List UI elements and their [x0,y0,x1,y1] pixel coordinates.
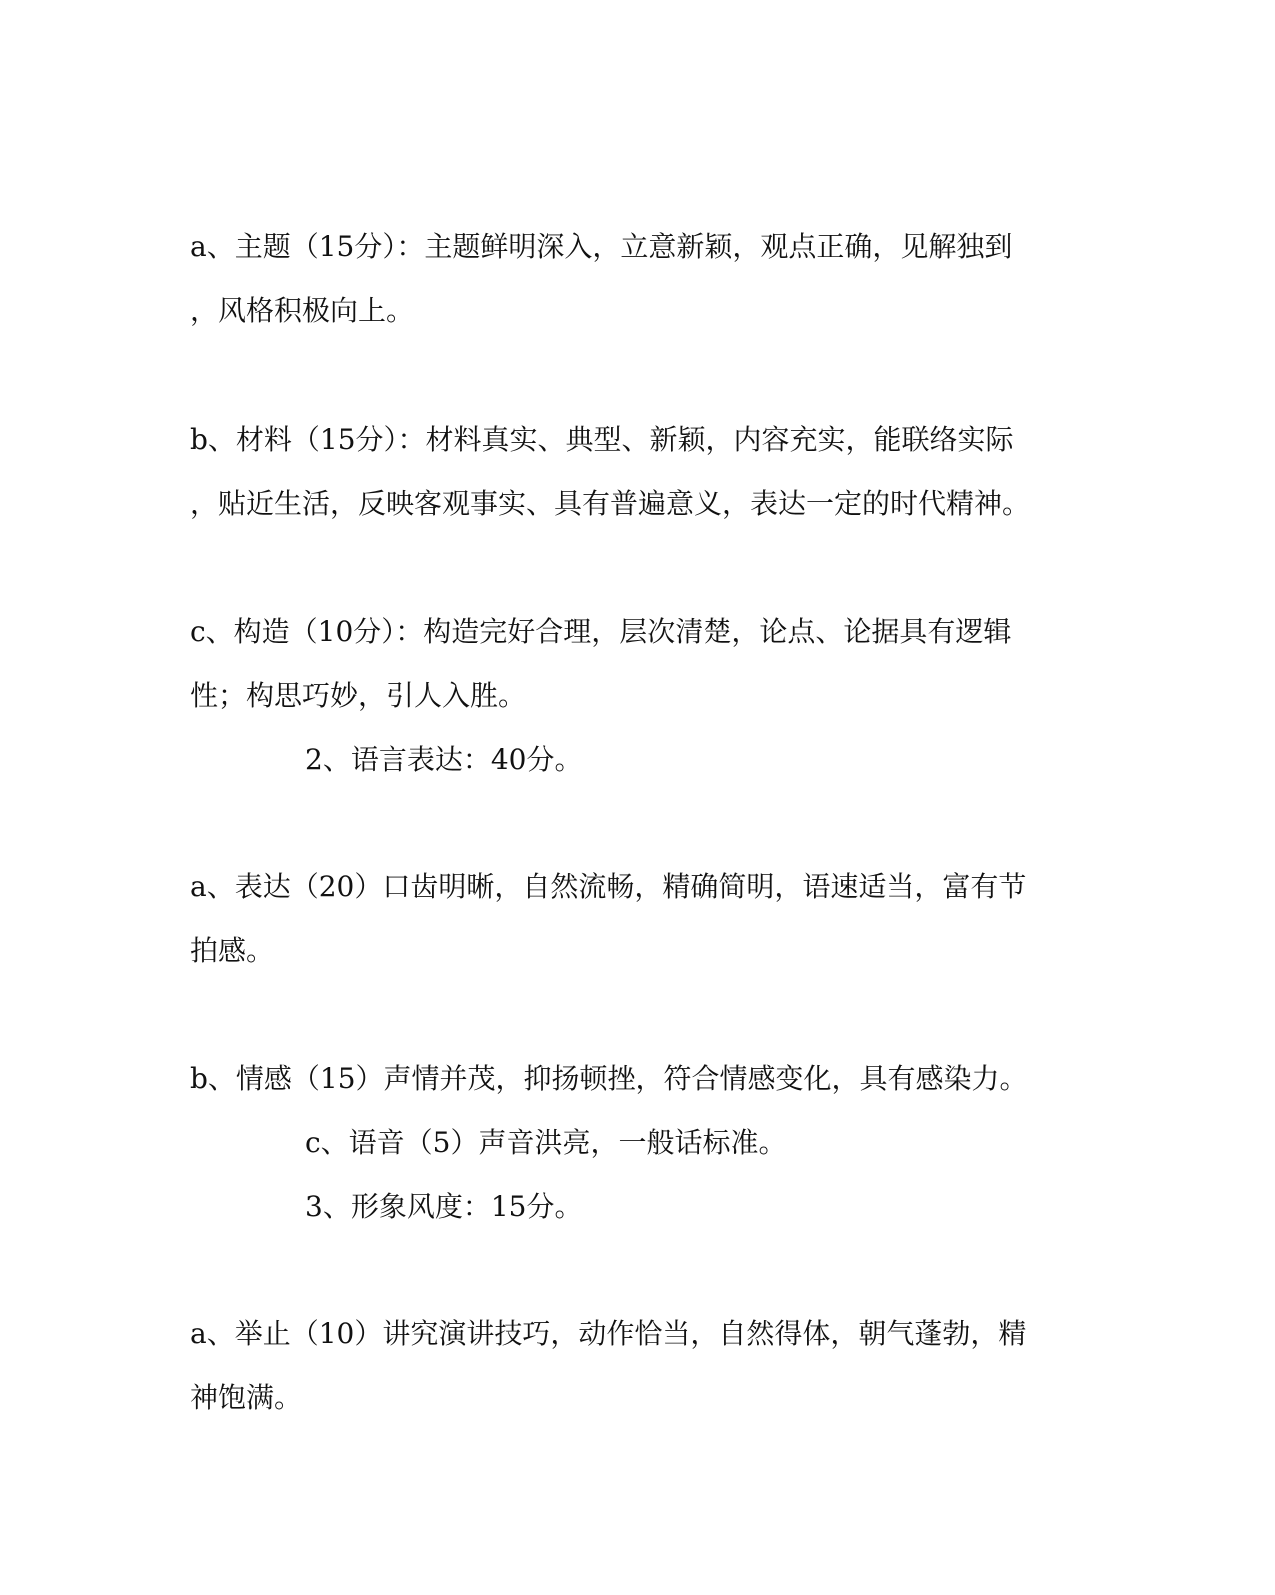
text-line: a、主题（15分）：主题鲜明深入，立意新颖，观点正确，见解独到 [190,230,1013,263]
text-line: ，贴近生活，反映客观事实、具有普遍意义，表达一定的时代精神。 [190,487,1031,520]
text-line: b、材料（15分）：材料真实、典型、新颖，内容充实，能联络实际 [190,423,1014,456]
text-line: c、语音（5）声音洪亮，一般话标准。 [305,1126,787,1159]
criterion-material [190,408,1050,536]
text-line: c、构造（10分）：构造完好合理，层次清楚，论点、论据具有逻辑 [190,615,1012,648]
criterion-voice [305,1111,1050,1175]
criterion-structure [190,600,1050,728]
text-line: b、情感（15）声情并茂，抑扬顿挫，符合情感变化，具有感染力。 [190,1062,1028,1095]
section-heading-image [305,1175,1050,1239]
criterion-topic [190,215,1050,343]
text-line: 3、形象风度：15分。 [305,1190,583,1223]
text-line: 拍感。 [190,934,275,967]
criterion-demeanor [190,1302,1050,1430]
text-line: a、举止（10）讲究演讲技巧，动作恰当，自然得体，朝气蓬勃，精 [190,1317,1027,1350]
text-line: a、表达（20）口齿明晰，自然流畅，精确简明，语速适当，富有节 [190,870,1027,903]
text-line: 2、语言表达：40分。 [305,743,583,776]
text-line: 性；构思巧妙，引人入胜。 [190,679,527,712]
text-line: ，风格积极向上。 [190,294,415,327]
text-line: 神饱满。 [190,1381,303,1414]
criterion-expression [190,855,1050,983]
section-heading-language [305,728,1050,792]
criterion-emotion [190,1047,1050,1111]
